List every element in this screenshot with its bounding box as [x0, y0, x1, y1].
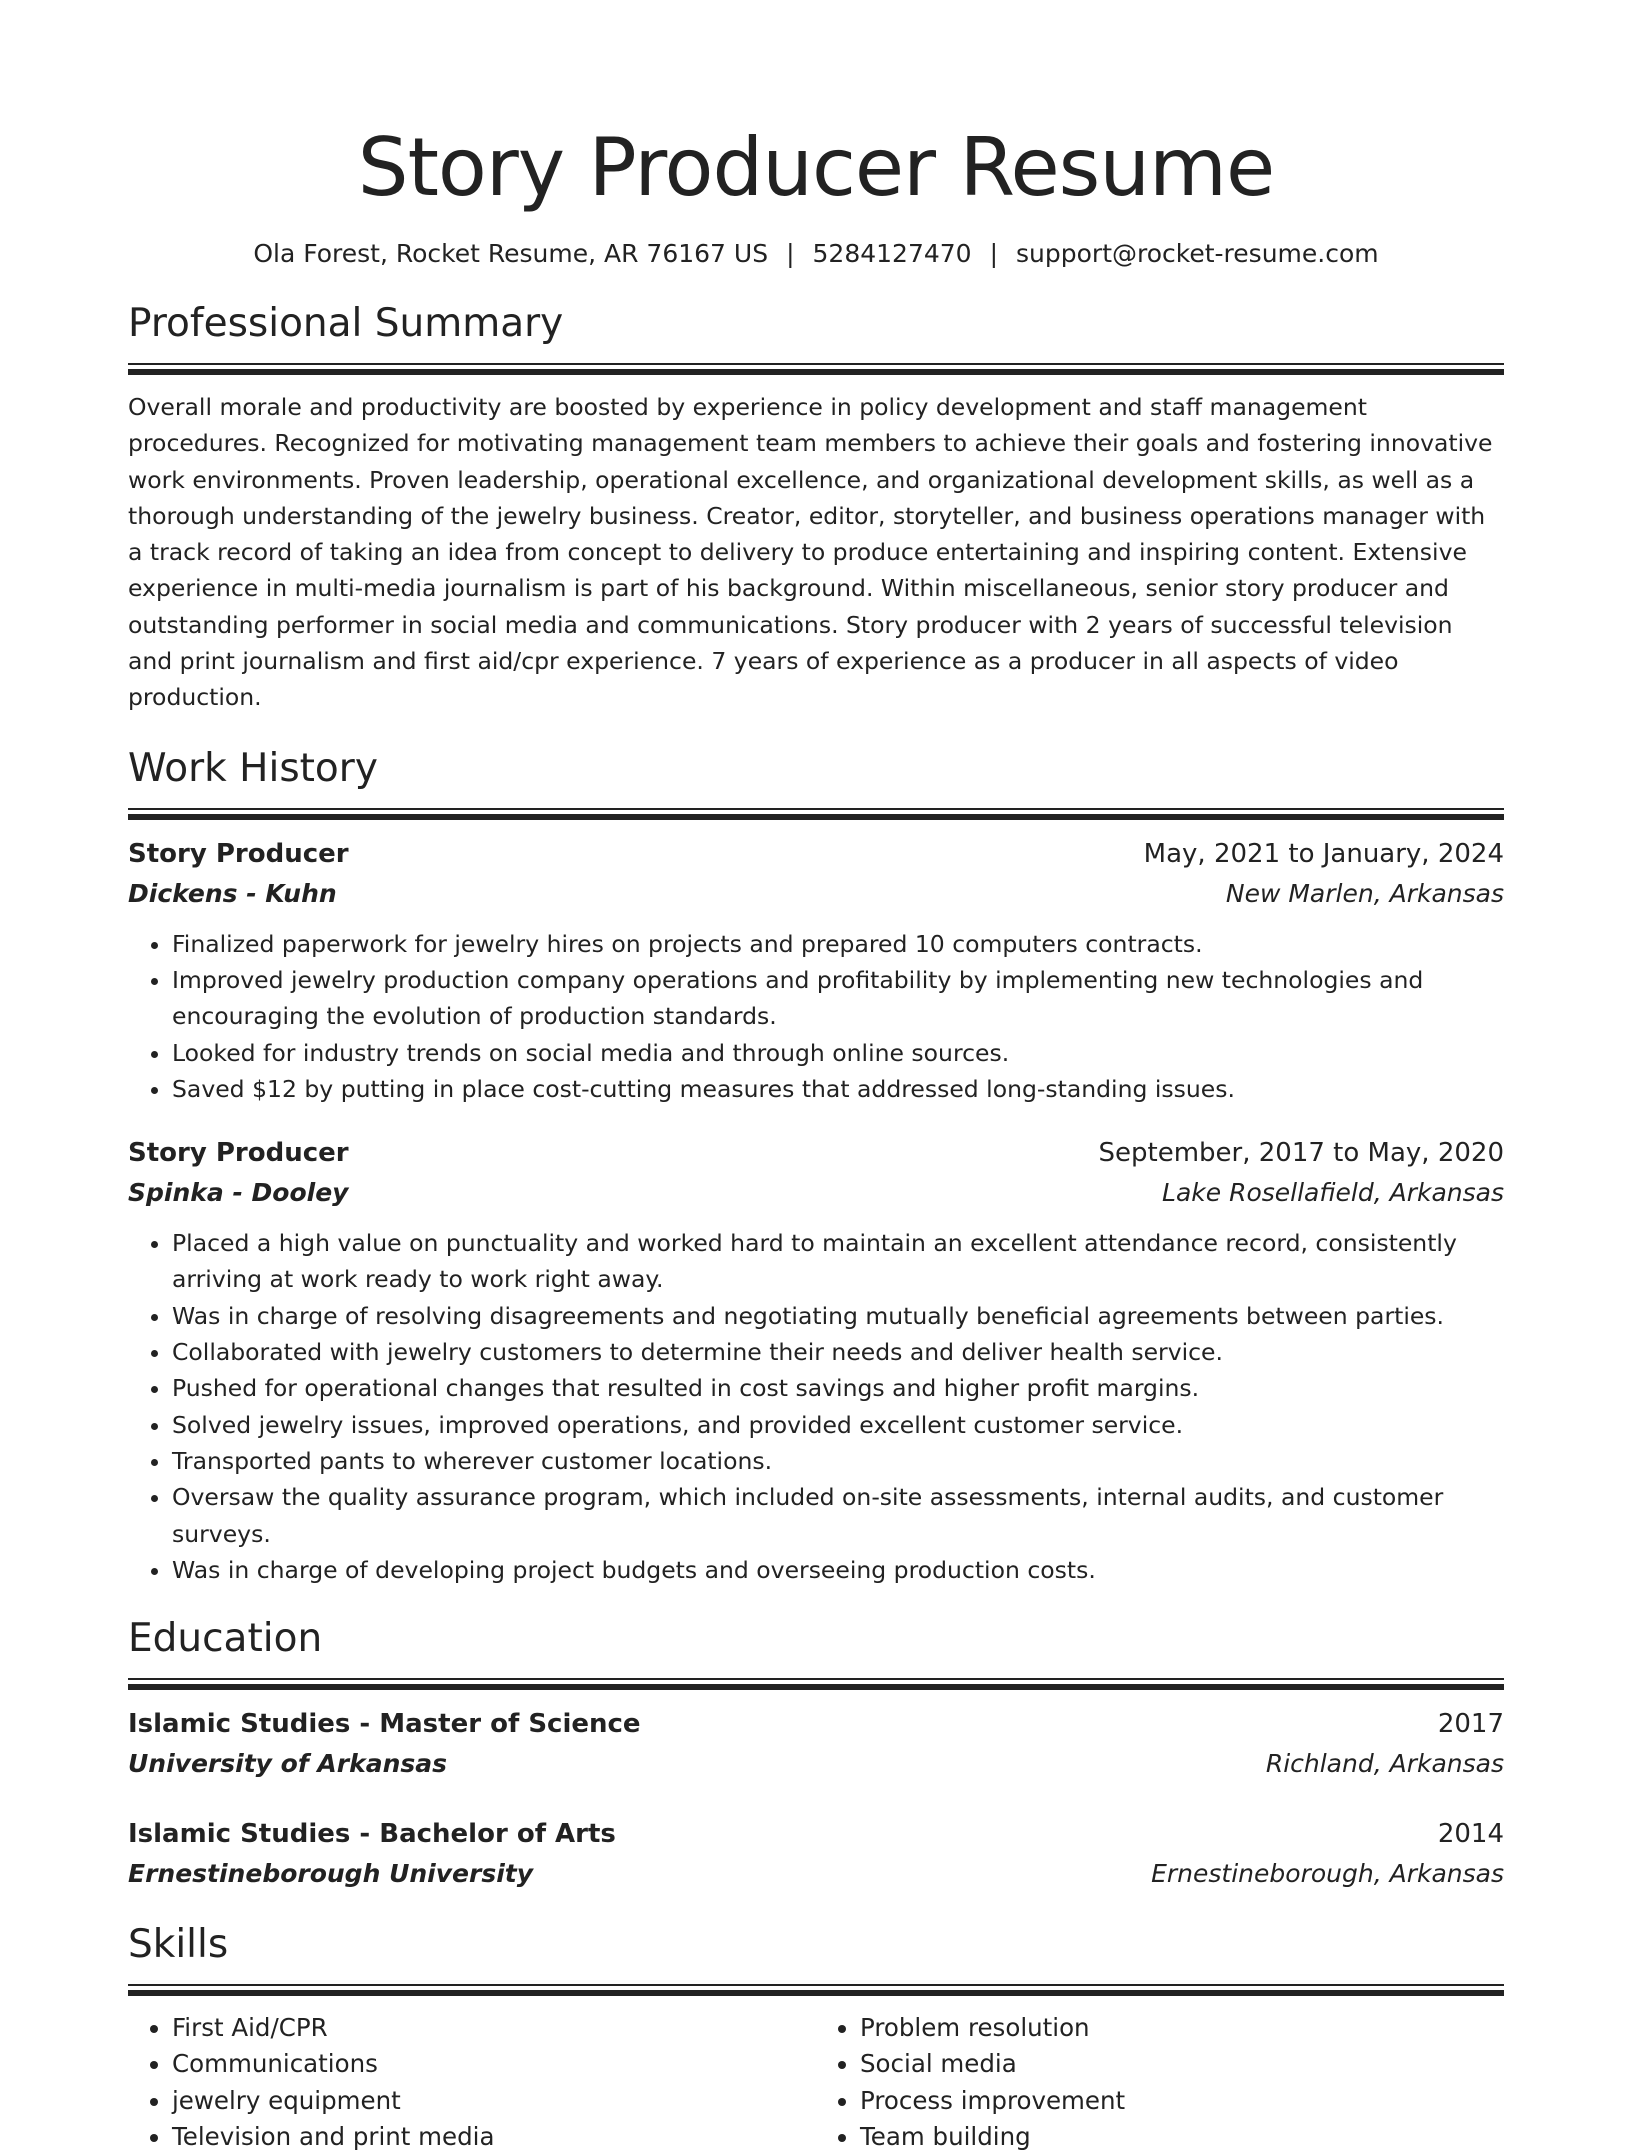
section-divider-thick — [128, 1990, 1504, 1996]
list-item: • Looked for industry trends on social media and through online sources. — [172, 1035, 1504, 1071]
job-title: Story Producer — [128, 1138, 349, 1169]
list-item: • Oversaw the quality assurance program, which included on-site assessments, internal audits, and customer surveys. — [172, 1479, 1504, 1552]
section-divider — [128, 1984, 1504, 1986]
skill-item: • Television and print media — [172, 2119, 816, 2155]
education-degree: Islamic Studies - Master of Science — [128, 1709, 641, 1740]
skills-column-right — [816, 2010, 1504, 2155]
section-divider — [128, 808, 1504, 810]
job-entry — [128, 1133, 1504, 1588]
education-heading: Education — [128, 1616, 323, 1662]
job-entry — [128, 834, 1504, 1107]
job-dates: May, 2021 to January, 2024 — [1143, 838, 1504, 869]
work-history-heading: Work History — [128, 745, 378, 791]
job-bullets — [128, 1225, 1504, 1588]
contact-separator: | — [989, 239, 999, 268]
skill-item: • Team building — [860, 2119, 1504, 2155]
skill-item: • Social media — [860, 2046, 1504, 2082]
job-title: Story Producer — [128, 838, 349, 869]
section-divider — [128, 363, 1504, 365]
education-degree: Islamic Studies - Bachelor of Arts — [128, 1819, 616, 1850]
job-location: New Marlen, Arkansas — [1225, 878, 1504, 908]
list-item: • Was in charge of developing project budgets and overseeing production costs. — [172, 1552, 1504, 1588]
contact-separator: | — [786, 239, 795, 268]
education-year: 2017 — [1437, 1709, 1504, 1740]
skill-item: • jewelry equipment — [172, 2083, 816, 2119]
summary-heading: Professional Summary — [128, 301, 564, 346]
list-item: • Was in charge of resolving disagreements and negotiating mutually beneficial agreements between parties. — [172, 1298, 1504, 1334]
summary-text: Overall morale and productivity are boosted by experience in policy development and staff management procedures. Recognized for motivating management team members to achieve their goals and fostering innovative work environments. Proven leadership, operational excellence, and organizational development skills, as well as a thorough understanding of the jewelry business. Creator, editor, storyteller, and business operations manager with a track record of taking an idea from concept to delivery to produce entertaining and inspiring content. Extensive experience in multi-media journalism is part of his background. Within miscellaneous, senior story producer and outstanding performer in social media and communications. Story producer with 2 years of successful television and print journalism and first aid/cpr experience. 7 years of experience as a producer in all aspects of video production. — [128, 393, 1493, 712]
skills-column-left — [128, 2010, 816, 2155]
education-entry — [128, 1814, 1504, 1894]
work-history-section — [128, 744, 1504, 1588]
skill-item: • Problem resolution — [860, 2010, 1504, 2046]
section-divider-thick — [128, 1684, 1504, 1690]
job-bullets — [128, 926, 1504, 1107]
education-school: Ernestineborough University — [128, 1859, 534, 1889]
list-item: • Solved jewelry issues, improved operations, and provided excellent customer service. — [172, 1407, 1504, 1443]
skill-item: • First Aid/CPR — [172, 2010, 816, 2046]
section-divider — [128, 1678, 1504, 1680]
summary-section — [128, 299, 1504, 716]
job-location: Lake Rosellafield, Arkansas — [1162, 1178, 1504, 1208]
list-item: • Saved $12 by putting in place cost-cutting measures that addressed long-standing issues. — [172, 1071, 1504, 1107]
education-entry — [128, 1704, 1504, 1784]
list-item: • Placed a high value on punctuality and worked hard to maintain an excellent attendance record, consistently arriving at work ready to work right away. — [172, 1225, 1504, 1298]
list-item: • Finalized paperwork for jewelry hires on projects and prepared 10 computers contracts. — [172, 926, 1504, 962]
education-location: Ernestineborough, Arkansas — [1151, 1859, 1504, 1889]
section-divider-thick — [128, 814, 1504, 820]
skills-heading: Skills — [128, 1922, 229, 1968]
job-company: Spinka - Dooley — [128, 1178, 349, 1208]
education-location: Richland, Arkansas — [1265, 1749, 1504, 1779]
list-item: • Improved jewelry production company operations and profitability by implementing new technologies and encouraging the evolution of production standards. — [172, 962, 1504, 1035]
list-item: • Collaborated with jewelry customers to determine their needs and deliver health service. — [172, 1334, 1504, 1370]
contact-line — [128, 236, 1504, 272]
section-divider-thick — [128, 369, 1504, 375]
skill-item: • Communications — [172, 2046, 816, 2082]
job-dates: September, 2017 to May, 2020 — [1098, 1138, 1504, 1169]
contact-address: Ola Forest, Rocket Resume, AR 76167 US — [253, 239, 769, 268]
skills-list — [128, 2010, 1504, 2155]
education-school: University of Arkansas — [128, 1749, 448, 1779]
education-section — [128, 1614, 1504, 1894]
list-item: • Transported pants to wherever customer locations. — [172, 1443, 1504, 1479]
education-year: 2014 — [1437, 1819, 1504, 1850]
job-company: Dickens - Kuhn — [128, 878, 337, 908]
contact-phone: 5284127470 — [812, 239, 972, 268]
skills-section — [128, 1920, 1504, 2155]
skill-item: • Process improvement — [860, 2083, 1504, 2119]
list-item: • Pushed for operational changes that resulted in cost savings and higher profit margins. — [172, 1370, 1504, 1406]
contact-email: support@rocket-resume.com — [1016, 239, 1379, 268]
page-title: Story Producer Resume — [357, 121, 1275, 214]
